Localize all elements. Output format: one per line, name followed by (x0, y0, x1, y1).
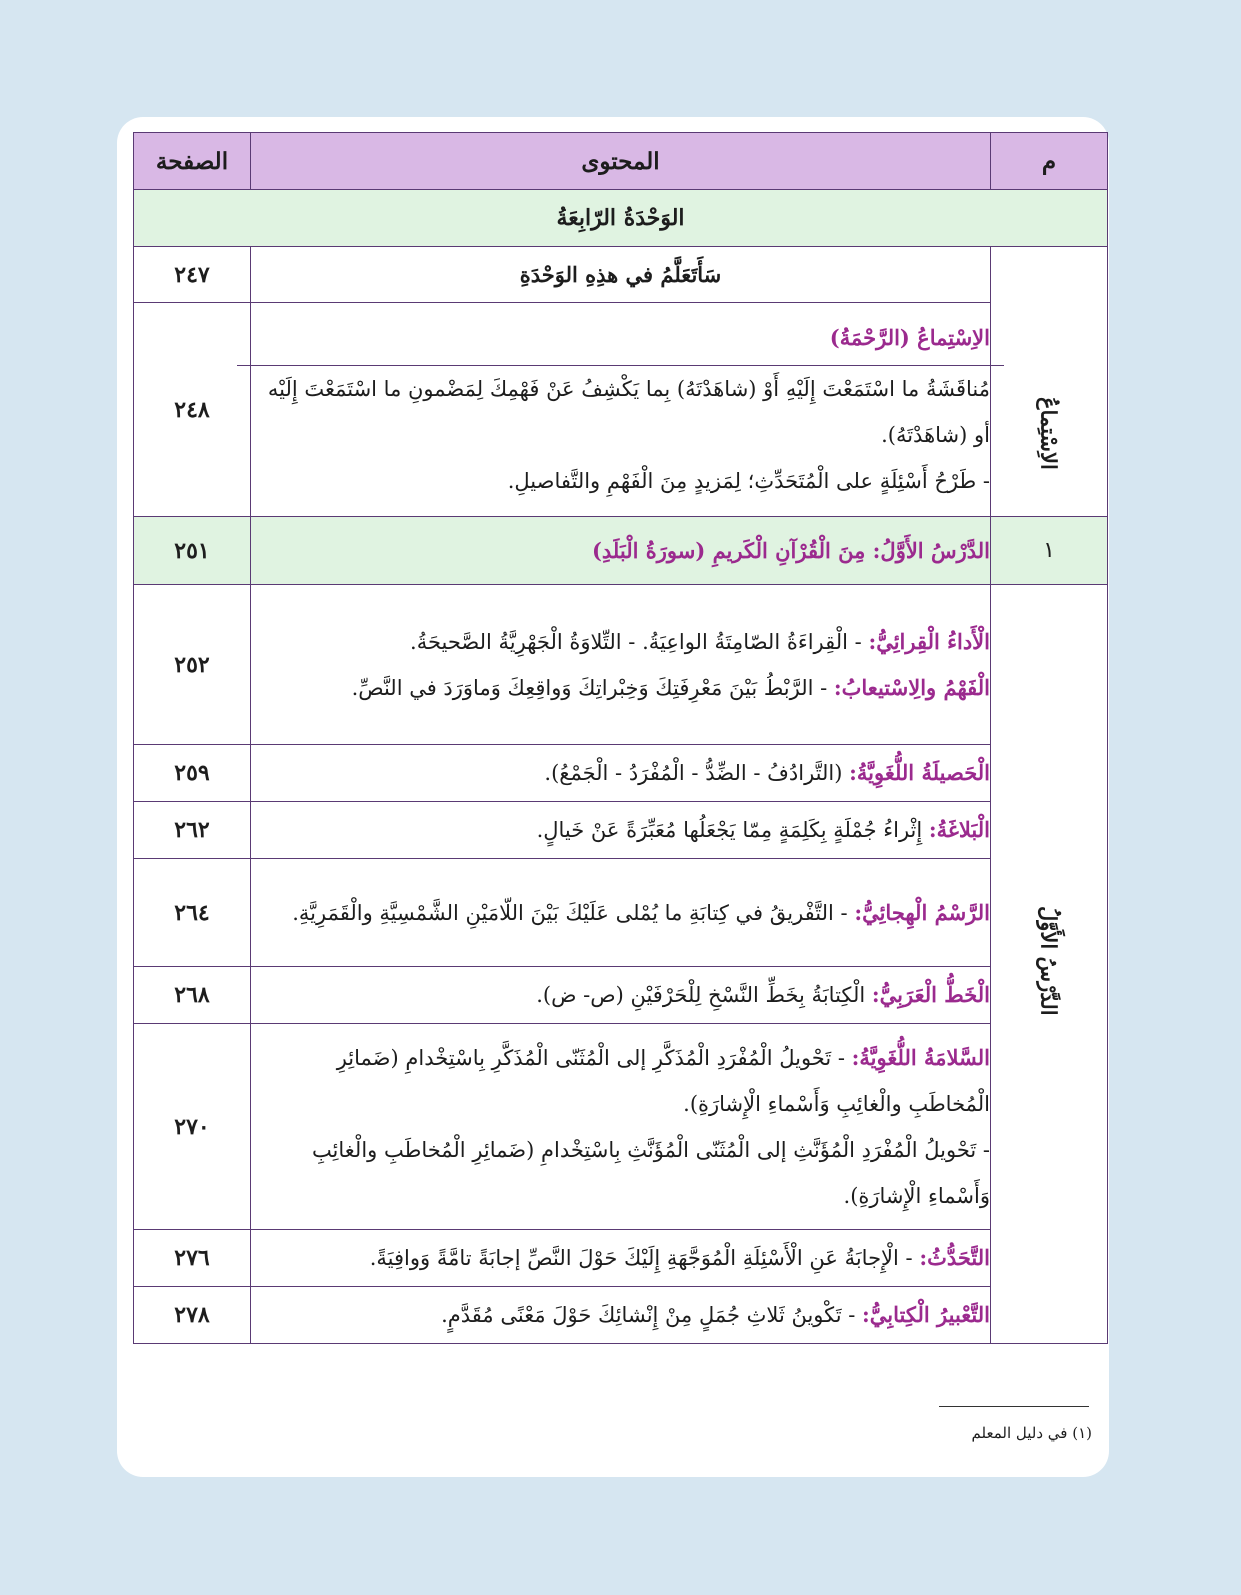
listening-line2: - طَرْحُ أَسْئِلَةٍ على الْمُتَحَدِّثِ؛ لِمَزيدٍ مِنَ الْفَهْمِ والتَّفاصيلِ. (507, 469, 990, 493)
table-row (134, 303, 1108, 517)
header-row (134, 133, 1108, 190)
row-page: ٢٧٠ (134, 1024, 251, 1230)
lesson-num: ١ (991, 517, 1108, 585)
row-content (251, 745, 991, 802)
row-page: ٢٥٩ (134, 745, 251, 802)
row-text: - الْقِراءَةُ الصّامِتَةُ الواعِيَةُ. - التِّلاوَةُ الْجَهْرِيَّةُ الصَّحيحَةُ. (410, 629, 869, 654)
row-text: - الرَّبْطُ بَيْنَ مَعْرِفَتِكَ وَخِبْراتِكَ وَواقِعِكَ وَماوَرَدَ في النَّصِّ. (351, 675, 834, 700)
row-title: الْأَداءُ الْقِرائِيُّ: (868, 628, 990, 654)
header-page: الصفحة (134, 133, 251, 190)
unit-title: الوَحْدَةُ الرّابِعَةُ (134, 190, 1108, 247)
footnote-divider (939, 1406, 1089, 1407)
row-title: الْبَلاغَةُ: (928, 817, 990, 842)
table-row (134, 585, 1108, 745)
row-text: - تَحْويلُ الْمُفْرَدِ الْمُذَكَّرِ إلى الْمُثَنّى الْمُذَكَّرِ بِاسْتِخْدامِ (ضَمائِرِ الْمُخاطَبِ والْغائِبِ وَأَسْماءِ الْإِشارَةِ). (336, 1045, 990, 1116)
header-content: المحتوى (251, 133, 991, 190)
lesson-page: ٢٥١ (134, 517, 251, 585)
row-text: - تَحْويلُ الْمُفْرَدِ الْمُؤَنَّثِ إلى الْمُثَنّى الْمُؤَنَّثِ بِاسْتِخْدامِ (ضَمائِرِ الْمُخاطَبِ والْغائِبِ وَأَسْماءِ الْإِشارَةِ). (311, 1137, 990, 1208)
listening-title: الاِسْتِماعُ (الرَّحْمَةُ) (829, 325, 990, 350)
table-row (134, 859, 1108, 967)
row-text: إِثْراءُ جُمْلَةٍ بِكَلِمَةٍ مِمّا يَجْعَلُها مُعَبِّرَةً عَنْ خَيالٍ. (536, 818, 929, 842)
row-title: السَّلامَةُ اللُّغَوِيَّةُ: (851, 1044, 990, 1070)
footnote: (١) في دليل المعلم (971, 1424, 1092, 1442)
table-row (134, 1287, 1108, 1344)
contents-table (133, 132, 1108, 1344)
table-row (134, 1024, 1108, 1230)
row-text: - تَكْوينُ ثَلاثِ جُمَلٍ مِنْ إِنْشائِكَ حَوْلَ مَعْنًى مُقَدَّمٍ. (441, 1303, 863, 1327)
table-row (134, 1230, 1108, 1287)
row-text: - الْإِجابَةُ عَنِ الْأَسْئِلَةِ الْمُوَجَّهَةِ إِلَيْكَ حَوْلَ النَّصِّ إجابَةً تامَّةً وَوافِيَةً. (369, 1246, 920, 1270)
row-text: - التَّفْريقُ في كِتابَةِ ما يُمْلى عَلَيْكَ بَيْنَ اللّامَيْنِ الشَّمْسِيَّةِ والْقَمَرِيَّةِ. (292, 900, 855, 925)
table-row (134, 517, 1108, 585)
listening-line1: مُناقَشَةُ ما اسْتَمَعْتَ إِلَيْهِ أَوْ (شاهَدْتَهُ) بِما يَكْشِفُ عَنْ فَهْمِكَ لِمَضْمونِ ما اسْتَمَعْتَ إِلَيْه أو (شاهَدْتَهُ). (267, 377, 990, 447)
row-content (251, 585, 991, 745)
row-page: ٢٦٨ (134, 967, 251, 1024)
row-text: الْكِتابَةُ بِخَطِّ النَّسْخِ لِلْحَرْفَيْنِ (ص- ض). (536, 983, 872, 1007)
listening-vertical-label: الاِسْتِماعُ (1036, 397, 1062, 470)
listening-content (251, 303, 991, 517)
table-row (134, 745, 1108, 802)
row-content (251, 1287, 991, 1344)
row-page: ٢٧٦ (134, 1230, 251, 1287)
lesson-vertical-label: الدَّرْسُ الأَوَّلُ (1036, 906, 1062, 1016)
row-content (251, 1024, 991, 1230)
row-page: ٢٦٢ (134, 802, 251, 859)
row-page: ٢٥٢ (134, 585, 251, 745)
row-text: (التَّرادُفُ - الضِّدُّ - الْمُفْرَدُ - الْجَمْعُ). (544, 761, 850, 785)
row-page: ٢٧٨ (134, 1287, 251, 1344)
table-row (134, 802, 1108, 859)
row-title: الْخَطُّ الْعَرَبِيُّ: (871, 982, 990, 1007)
lesson-label-cell (991, 585, 1108, 1344)
table-row (134, 967, 1108, 1024)
row-content (251, 967, 991, 1024)
table-row (134, 247, 1108, 303)
row-title: الْحَصيلَةُ اللُّغَوِيَّةُ: (849, 760, 990, 785)
listening-page: ٢٤٨ (134, 303, 251, 517)
row-content (251, 802, 991, 859)
row-content (251, 1230, 991, 1287)
row-title: التَّعْبيرُ الْكِتابِيُّ: (862, 1302, 990, 1327)
lesson-title: الدَّرْسُ الأَوَّلُ: مِنَ الْقُرْآنِ الْكَريمِ (سورَةُ الْبَلَدِ) (251, 517, 991, 585)
row-title: الرَّسْمُ الْهِجائِيُّ: (854, 899, 990, 925)
row-title: الْفَهْمُ والِاسْتيعابُ: (833, 674, 990, 700)
header-num: م (991, 133, 1108, 190)
intro-page: ٢٤٧ (134, 247, 251, 303)
unit-row (134, 190, 1108, 247)
listening-label-cell (991, 247, 1108, 517)
row-page: ٢٦٤ (134, 859, 251, 967)
intro-text: سَأَتَعَلَّمُ في هذِهِ الوَحْدَةِ (251, 247, 991, 303)
row-title: التَّحَدُّثُ: (919, 1245, 990, 1270)
row-content (251, 859, 991, 967)
